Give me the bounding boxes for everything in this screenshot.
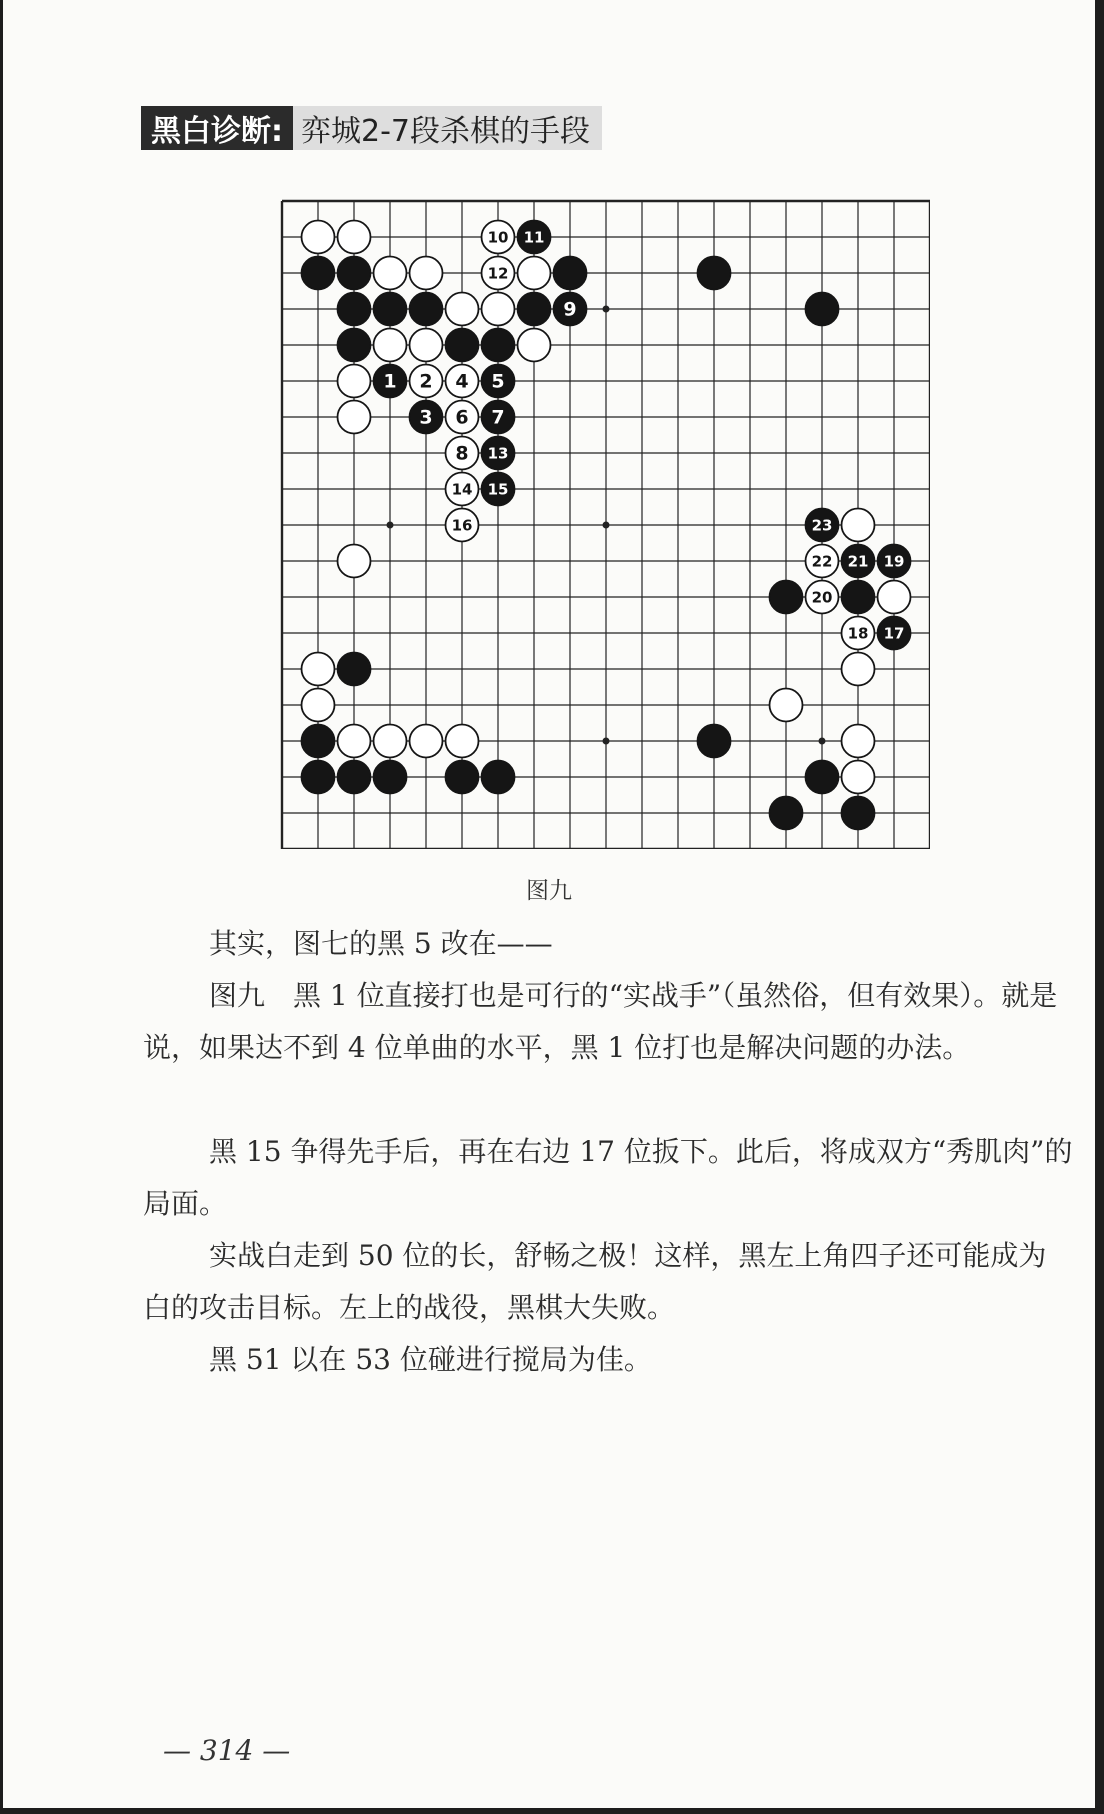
- stone-black: [410, 293, 443, 326]
- stone-black: [698, 257, 731, 290]
- stone-move-label: 16: [451, 516, 473, 535]
- stone-move-label: 3: [419, 406, 433, 429]
- stone-white: [302, 653, 335, 686]
- stone-white: [878, 581, 911, 614]
- stone-move-label: 2: [419, 370, 433, 393]
- stone-white: [842, 725, 875, 758]
- stone-move-label: 11: [523, 228, 545, 247]
- stone-black: [338, 329, 371, 362]
- stone-white: [410, 725, 443, 758]
- paragraph-5: 黑 51 以在 53 位碰进行搅局为佳。: [209, 1343, 652, 1376]
- stone-black: [518, 221, 551, 254]
- stone-black: [806, 761, 839, 794]
- stone-move-label: 7: [491, 406, 505, 429]
- stone-white: [842, 761, 875, 794]
- stone-black: [302, 725, 335, 758]
- stone-white: [446, 365, 479, 398]
- stone-black: [518, 293, 551, 326]
- stone-white: [338, 545, 371, 578]
- stone-black: [338, 293, 371, 326]
- paragraph-4: 实战白走到 50 位的长，舒畅之极！这样，黑左上角四子还可能成为白的攻击目标。左上的战役，黑棋大失败。: [143, 1239, 1047, 1324]
- stone-move-label: 23: [811, 516, 833, 535]
- stone-black: [806, 509, 839, 542]
- stone-move-label: 13: [487, 444, 509, 463]
- stone-white: [842, 617, 875, 650]
- paragraph-3: 黑 15 争得先手后，再在右边 17 位扳下。此后，将成双方“秀肌肉”的局面。: [143, 1135, 1073, 1220]
- stone-white: [410, 365, 443, 398]
- stone-move-label: 17: [883, 624, 905, 643]
- stone-black: [770, 797, 803, 830]
- stone-black: [554, 257, 587, 290]
- stone-move-label: 15: [487, 480, 509, 499]
- stone-move-label: 14: [451, 480, 473, 499]
- stone-black: [338, 761, 371, 794]
- stone-white: [518, 257, 551, 290]
- stone-black: [878, 617, 911, 650]
- stone-move-label: 18: [847, 624, 869, 643]
- header-black-label: 黑白诊断:: [141, 106, 293, 150]
- stone-black: [482, 365, 515, 398]
- stone-black: [482, 329, 515, 362]
- stone-black: [842, 581, 875, 614]
- book-page: [3, 0, 1095, 1808]
- stone-move-label: 1: [383, 370, 397, 393]
- star-point: [387, 522, 394, 529]
- stone-white: [302, 689, 335, 722]
- stone-black: [410, 401, 443, 434]
- stone-move-label: 5: [491, 370, 505, 393]
- header-title: 弈城2-7段杀棋的手段: [293, 106, 602, 150]
- stone-black: [842, 797, 875, 830]
- star-point: [819, 738, 826, 745]
- stone-black: [770, 581, 803, 614]
- stone-move-label: 20: [811, 588, 833, 607]
- stone-white: [446, 437, 479, 470]
- stone-black: [698, 725, 731, 758]
- stone-black: [338, 257, 371, 290]
- stone-white: [806, 545, 839, 578]
- stone-white: [842, 653, 875, 686]
- stone-white: [806, 581, 839, 614]
- stone-black: [446, 329, 479, 362]
- stone-white: [302, 221, 335, 254]
- stone-black: [806, 293, 839, 326]
- stone-move-label: 10: [487, 228, 509, 247]
- stone-black: [482, 437, 515, 470]
- stone-white: [338, 401, 371, 434]
- stone-white: [446, 293, 479, 326]
- stone-white: [842, 509, 875, 542]
- stone-move-label: 22: [811, 552, 833, 571]
- stone-white: [446, 473, 479, 506]
- stone-white: [374, 257, 407, 290]
- stone-move-label: 8: [455, 442, 469, 465]
- star-point: [603, 306, 610, 313]
- stone-black: [482, 401, 515, 434]
- paragraph-1: 其实，图七的黑 5 改在——: [209, 927, 553, 960]
- stone-black: [554, 293, 587, 326]
- stone-white: [482, 293, 515, 326]
- page-number: — 314 —: [163, 1734, 291, 1767]
- stone-black: [878, 545, 911, 578]
- stone-black: [302, 257, 335, 290]
- stone-black: [374, 365, 407, 398]
- stone-move-label: 6: [455, 406, 469, 429]
- stone-white: [482, 257, 515, 290]
- stone-white: [770, 689, 803, 722]
- stone-white: [410, 257, 443, 290]
- stone-move-label: 9: [563, 298, 577, 321]
- stone-move-label: 19: [883, 552, 905, 571]
- stone-white: [482, 221, 515, 254]
- stone-black: [482, 761, 515, 794]
- star-point: [603, 738, 610, 745]
- paragraph-2: 图九 黑 1 位直接打也是可行的“实战手”（虽然俗，但有效果）。就是说，如果达不到 4 位单曲的水平，黑 1 位打也是解决问题的办法。: [143, 979, 1058, 1064]
- stone-white: [410, 329, 443, 362]
- stone-white: [446, 509, 479, 542]
- stone-white: [446, 401, 479, 434]
- stone-black: [374, 761, 407, 794]
- stone-move-label: 4: [455, 370, 469, 393]
- stone-white: [338, 725, 371, 758]
- section-header: [141, 106, 602, 150]
- go-board-diagram: [278, 197, 930, 849]
- stone-white: [374, 329, 407, 362]
- stone-white: [446, 725, 479, 758]
- stone-black: [482, 473, 515, 506]
- stone-white: [338, 365, 371, 398]
- stone-white: [338, 221, 371, 254]
- stone-black: [374, 293, 407, 326]
- stone-black: [338, 653, 371, 686]
- stone-black: [842, 545, 875, 578]
- stone-white: [374, 725, 407, 758]
- stone-black: [446, 761, 479, 794]
- stone-black: [302, 761, 335, 794]
- figure-caption: 图九: [526, 878, 572, 904]
- stone-white: [518, 329, 551, 362]
- stone-move-label: 12: [487, 264, 509, 283]
- stone-move-label: 21: [847, 552, 869, 571]
- star-point: [603, 522, 610, 529]
